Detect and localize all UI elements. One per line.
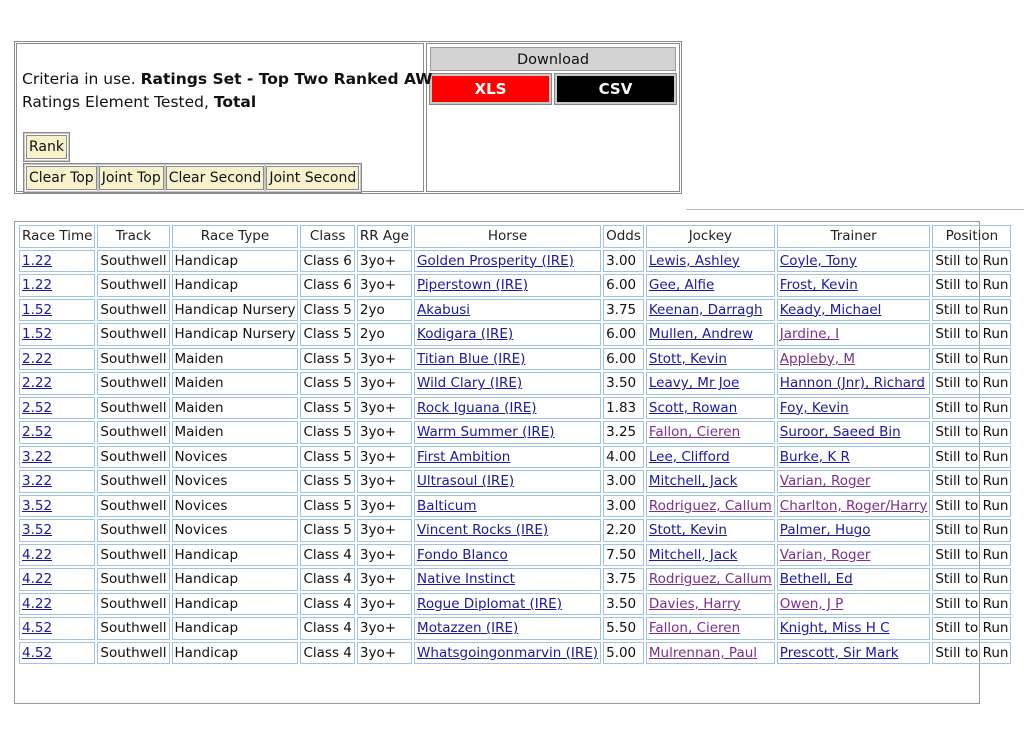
rr-age-cell: 3yo+ xyxy=(357,250,412,273)
odds-cell: 6.00 xyxy=(603,274,644,297)
horse-cell xyxy=(414,446,601,469)
jockey-link[interactable]: Mitchell, Jack xyxy=(648,473,738,490)
track-cell: Southwell xyxy=(97,372,169,395)
position-cell: Still to Run xyxy=(932,519,1011,542)
trainer-link[interactable]: Keady, Michael xyxy=(779,301,882,318)
trainer-link[interactable]: Jardine, I xyxy=(779,326,840,343)
horse-link[interactable]: Warm Summer (IRE) xyxy=(417,424,555,441)
race-time-cell xyxy=(19,642,95,665)
horse-cell xyxy=(414,421,601,444)
track-cell: Southwell xyxy=(97,323,169,346)
position-cell: Still to Run xyxy=(932,348,1011,371)
jockey-link[interactable]: Davies, Harry xyxy=(648,595,741,612)
race-time-cell xyxy=(19,250,95,273)
race-time-cell xyxy=(19,274,95,297)
odds-cell: 1.83 xyxy=(603,397,644,420)
race-type-cell: Handicap xyxy=(172,274,299,297)
table-row xyxy=(19,299,1011,322)
header-row xyxy=(19,225,1011,248)
jockey-cell xyxy=(646,323,775,346)
trainer-cell xyxy=(777,544,931,567)
header-trainer: Trainer xyxy=(777,225,931,248)
track-cell: Southwell xyxy=(97,348,169,371)
horse-cell xyxy=(414,617,601,640)
horse-link[interactable]: Akabusi xyxy=(417,301,471,318)
race-time-link[interactable]: 1.52 xyxy=(22,326,53,343)
track-cell: Southwell xyxy=(97,617,169,640)
race-time-cell xyxy=(19,372,95,395)
track-cell: Southwell xyxy=(97,593,169,616)
race-time-link[interactable]: 4.22 xyxy=(22,571,53,588)
horse-link[interactable]: Motazzen (IRE) xyxy=(417,620,519,637)
rr-age-cell: 2yo xyxy=(357,323,412,346)
race-type-cell: Handicap Nursery xyxy=(172,323,299,346)
track-cell: Southwell xyxy=(97,495,169,518)
race-time-cell xyxy=(19,299,95,322)
rr-age-cell: 3yo+ xyxy=(357,642,412,665)
race-time-link[interactable]: 1.52 xyxy=(22,301,53,318)
clear-top-button[interactable]: Clear Top xyxy=(26,166,97,190)
track-cell: Southwell xyxy=(97,274,169,297)
filter-group xyxy=(23,163,362,193)
horse-cell xyxy=(414,519,601,542)
trainer-link[interactable]: Appleby, M xyxy=(779,350,856,367)
rr-age-cell: 3yo+ xyxy=(357,495,412,518)
position-cell: Still to Run xyxy=(932,397,1011,420)
race-type-cell: Novices xyxy=(172,495,299,518)
class-cell: Class 5 xyxy=(300,348,354,371)
table-row xyxy=(19,446,1011,469)
race-type-cell: Handicap Nursery xyxy=(172,299,299,322)
jockey-cell xyxy=(646,495,775,518)
jockey-cell xyxy=(646,421,775,444)
race-time-link[interactable]: 2.22 xyxy=(22,350,53,367)
class-cell: Class 5 xyxy=(300,470,354,493)
race-time-cell xyxy=(19,593,95,616)
odds-cell: 3.25 xyxy=(603,421,644,444)
rr-age-cell: 3yo+ xyxy=(357,568,412,591)
class-cell: Class 5 xyxy=(300,446,354,469)
rr-age-cell: 3yo+ xyxy=(357,617,412,640)
jockey-link[interactable]: Fallon, Cieren xyxy=(648,424,741,441)
track-cell: Southwell xyxy=(97,421,169,444)
table-body xyxy=(19,250,1011,665)
table-row xyxy=(19,421,1011,444)
horse-cell xyxy=(414,250,601,273)
jockey-cell xyxy=(646,250,775,273)
class-cell: Class 5 xyxy=(300,372,354,395)
rr-age-cell: 3yo+ xyxy=(357,470,412,493)
trainer-cell xyxy=(777,470,931,493)
horse-link[interactable]: Golden Prosperity (IRE) xyxy=(417,252,574,269)
odds-cell: 3.00 xyxy=(603,495,644,518)
jockey-link[interactable]: Fallon, Cieren xyxy=(648,620,741,637)
xls-download-button[interactable]: XLS xyxy=(430,74,551,104)
race-type-cell: Handicap xyxy=(172,642,299,665)
jockey-cell xyxy=(646,397,775,420)
table-row xyxy=(19,348,1011,371)
race-type-cell: Novices xyxy=(172,470,299,493)
table-row xyxy=(19,568,1011,591)
jockey-link[interactable]: Gee, Alfie xyxy=(648,277,715,294)
position-cell: Still to Run xyxy=(932,446,1011,469)
horse-cell xyxy=(414,470,601,493)
race-time-cell xyxy=(19,323,95,346)
trainer-cell xyxy=(777,519,931,542)
trainer-link[interactable]: Bethell, Ed xyxy=(779,571,853,588)
class-cell: Class 4 xyxy=(300,568,354,591)
rr-age-cell: 3yo+ xyxy=(357,397,412,420)
results-table xyxy=(17,223,1013,666)
horse-link[interactable]: Piperstown (IRE) xyxy=(417,277,528,294)
position-cell: Still to Run xyxy=(932,470,1011,493)
race-time-link[interactable]: 4.52 xyxy=(22,644,53,661)
horse-cell xyxy=(414,397,601,420)
class-cell: Class 5 xyxy=(300,519,354,542)
race-time-cell xyxy=(19,470,95,493)
rr-age-cell: 3yo+ xyxy=(357,372,412,395)
jockey-cell xyxy=(646,568,775,591)
criteria-line-1 xyxy=(22,68,432,91)
class-cell: Class 4 xyxy=(300,593,354,616)
jockey-cell xyxy=(646,617,775,640)
criteria-panel xyxy=(14,41,682,194)
table-row xyxy=(19,642,1011,665)
horse-link[interactable]: Native Instinct xyxy=(417,571,515,588)
trainer-cell xyxy=(777,372,931,395)
rr-age-cell: 3yo+ xyxy=(357,348,412,371)
joint-top-button[interactable]: Joint Top xyxy=(99,166,164,190)
class-cell: Class 5 xyxy=(300,323,354,346)
jockey-link[interactable]: Keenan, Darragh xyxy=(648,301,763,318)
trainer-link[interactable]: Charlton, Roger/Harry xyxy=(779,497,928,514)
race-time-link[interactable]: 3.22 xyxy=(22,448,53,465)
race-type-cell: Maiden xyxy=(172,348,299,371)
rr-age-cell: 3yo+ xyxy=(357,544,412,567)
horse-cell xyxy=(414,495,601,518)
trainer-cell xyxy=(777,348,931,371)
table-row xyxy=(19,470,1011,493)
csv-download-button[interactable]: CSV xyxy=(555,74,676,104)
table-row xyxy=(19,544,1011,567)
jockey-link[interactable]: Scott, Rowan xyxy=(648,399,738,416)
horse-cell xyxy=(414,274,601,297)
odds-cell: 6.00 xyxy=(603,323,644,346)
odds-cell: 2.20 xyxy=(603,519,644,542)
class-cell: Class 4 xyxy=(300,544,354,567)
jockey-link[interactable]: Rodriguez, Callum xyxy=(648,571,772,588)
race-time-link[interactable]: 4.52 xyxy=(22,620,53,637)
horse-link[interactable]: Ultrasoul (IRE) xyxy=(417,473,515,490)
position-cell: Still to Run xyxy=(932,568,1011,591)
horse-cell xyxy=(414,593,601,616)
rr-age-cell: 3yo+ xyxy=(357,446,412,469)
odds-cell: 6.00 xyxy=(603,348,644,371)
horse-link[interactable]: Kodigara (IRE) xyxy=(417,326,514,343)
jockey-link[interactable]: Mulrennan, Paul xyxy=(648,644,758,661)
jockey-cell xyxy=(646,544,775,567)
trainer-link[interactable]: Burke, K R xyxy=(779,448,850,465)
position-cell: Still to Run xyxy=(932,593,1011,616)
horse-link[interactable]: Wild Clary (IRE) xyxy=(417,375,523,392)
table-row xyxy=(19,593,1011,616)
jockey-cell xyxy=(646,446,775,469)
position-cell: Still to Run xyxy=(932,642,1011,665)
race-type-cell: Novices xyxy=(172,519,299,542)
trainer-link[interactable]: Knight, Miss H C xyxy=(779,620,890,637)
rr-age-cell: 3yo+ xyxy=(357,593,412,616)
rr-age-cell: 3yo+ xyxy=(357,519,412,542)
header-race-type: Race Type xyxy=(172,225,299,248)
position-cell: Still to Run xyxy=(932,544,1011,567)
position-cell: Still to Run xyxy=(932,274,1011,297)
jockey-cell xyxy=(646,274,775,297)
race-time-link[interactable]: 1.22 xyxy=(22,277,53,294)
race-time-cell xyxy=(19,421,95,444)
jockey-cell xyxy=(646,299,775,322)
download-buttons xyxy=(430,74,676,104)
trainer-link[interactable]: Coyle, Tony xyxy=(779,252,857,269)
race-time-link[interactable]: 3.52 xyxy=(22,522,53,539)
jockey-link[interactable]: Mitchell, Jack xyxy=(648,546,738,563)
horse-cell xyxy=(414,323,601,346)
race-time-link[interactable]: 3.22 xyxy=(22,473,53,490)
race-type-cell: Maiden xyxy=(172,421,299,444)
trainer-cell xyxy=(777,250,931,273)
position-cell: Still to Run xyxy=(932,421,1011,444)
odds-cell: 3.00 xyxy=(603,470,644,493)
table-row xyxy=(19,519,1011,542)
table-row xyxy=(19,274,1011,297)
race-time-link[interactable]: 3.52 xyxy=(22,497,53,514)
table-row xyxy=(19,617,1011,640)
trainer-cell xyxy=(777,642,931,665)
race-type-cell: Novices xyxy=(172,446,299,469)
table-row xyxy=(19,323,1011,346)
track-cell: Southwell xyxy=(97,250,169,273)
class-cell: Class 5 xyxy=(300,495,354,518)
criteria-text xyxy=(22,68,432,114)
criteria-line-2 xyxy=(22,91,432,114)
odds-cell: 3.75 xyxy=(603,568,644,591)
trainer-link[interactable]: Hannon (Jnr), Richard xyxy=(779,375,925,392)
header-odds: Odds xyxy=(603,225,644,248)
element-prefix: Ratings Element Tested, xyxy=(22,93,209,111)
jockey-link[interactable]: Lewis, Ashley xyxy=(648,252,740,269)
race-time-link[interactable]: 2.22 xyxy=(22,375,53,392)
header-track: Track xyxy=(97,225,169,248)
horse-cell xyxy=(414,544,601,567)
race-time-cell xyxy=(19,348,95,371)
horse-link[interactable]: Whatsgoingonmarvin (IRE) xyxy=(417,644,599,661)
race-type-cell: Handicap xyxy=(172,617,299,640)
track-cell: Southwell xyxy=(97,470,169,493)
horse-cell xyxy=(414,348,601,371)
position-cell: Still to Run xyxy=(932,617,1011,640)
trainer-link[interactable]: Owen, J P xyxy=(779,595,844,612)
trainer-link[interactable]: Varian, Roger xyxy=(779,546,871,563)
jockey-link[interactable]: Lee, Clifford xyxy=(648,448,730,465)
ratings-element-value: Total xyxy=(213,93,257,111)
class-cell: Class 5 xyxy=(300,299,354,322)
trainer-link[interactable]: Suroor, Saeed Bin xyxy=(779,424,901,441)
trainer-cell xyxy=(777,299,931,322)
jockey-cell xyxy=(646,470,775,493)
header-race-time: Race Time xyxy=(19,225,95,248)
class-cell: Class 5 xyxy=(300,397,354,420)
trainer-cell xyxy=(777,274,931,297)
header-rr-age: RR Age xyxy=(357,225,412,248)
header-position: Position xyxy=(932,225,1011,248)
jockey-link[interactable]: Rodriguez, Callum xyxy=(648,497,772,514)
class-cell: Class 6 xyxy=(300,250,354,273)
horse-cell xyxy=(414,299,601,322)
trainer-link[interactable]: Palmer, Hugo xyxy=(779,522,871,539)
joint-second-button[interactable]: Joint Second xyxy=(266,166,359,190)
race-time-cell xyxy=(19,544,95,567)
track-cell: Southwell xyxy=(97,642,169,665)
criteria-box xyxy=(16,43,433,192)
horse-cell xyxy=(414,568,601,591)
jockey-link[interactable]: Mullen, Andrew xyxy=(648,326,753,343)
race-time-cell xyxy=(19,568,95,591)
rank-button[interactable]: Rank xyxy=(26,135,67,159)
race-type-cell: Maiden xyxy=(172,397,299,420)
download-panel xyxy=(426,43,680,192)
jockey-link[interactable]: Stott, Kevin xyxy=(648,350,727,367)
trainer-cell xyxy=(777,568,931,591)
horse-link[interactable]: First Ambition xyxy=(417,448,511,465)
table-row xyxy=(19,250,1011,273)
class-cell: Class 6 xyxy=(300,274,354,297)
horse-cell xyxy=(414,642,601,665)
race-time-cell xyxy=(19,397,95,420)
race-type-cell: Handicap xyxy=(172,593,299,616)
odds-cell: 4.00 xyxy=(603,446,644,469)
jockey-cell xyxy=(646,348,775,371)
table-row xyxy=(19,372,1011,395)
clear-second-button[interactable]: Clear Second xyxy=(166,166,265,190)
trainer-cell xyxy=(777,593,931,616)
race-time-link[interactable]: 4.22 xyxy=(22,546,53,563)
trainer-cell xyxy=(777,421,931,444)
track-cell: Southwell xyxy=(97,397,169,420)
track-cell: Southwell xyxy=(97,568,169,591)
race-time-link[interactable]: 1.22 xyxy=(22,252,53,269)
horse-link[interactable]: Rogue Diplomat (IRE) xyxy=(417,595,562,612)
results-panel xyxy=(14,221,1009,704)
horse-cell xyxy=(414,372,601,395)
horse-link[interactable]: Vincent Rocks (IRE) xyxy=(417,522,549,539)
race-type-cell: Maiden xyxy=(172,372,299,395)
position-cell: Still to Run xyxy=(932,372,1011,395)
class-cell: Class 5 xyxy=(300,421,354,444)
odds-cell: 5.50 xyxy=(603,617,644,640)
odds-cell: 5.00 xyxy=(603,642,644,665)
race-type-cell: Handicap xyxy=(172,544,299,567)
trainer-link[interactable]: Frost, Kevin xyxy=(779,277,858,294)
race-time-link[interactable]: 2.52 xyxy=(22,424,53,441)
race-time-link[interactable]: 4.22 xyxy=(22,595,53,612)
rank-group xyxy=(23,132,70,162)
jockey-cell xyxy=(646,519,775,542)
download-title: Download xyxy=(430,47,676,71)
odds-cell: 3.00 xyxy=(603,250,644,273)
horse-link[interactable]: Rock Iguana (IRE) xyxy=(417,399,537,416)
horse-link[interactable]: Fondo Blanco xyxy=(417,546,508,563)
jockey-cell xyxy=(646,593,775,616)
trainer-cell xyxy=(777,495,931,518)
class-cell: Class 4 xyxy=(300,617,354,640)
table-row xyxy=(19,495,1011,518)
ratings-set-value: Ratings Set - Top Two Ranked AW xyxy=(140,70,433,88)
position-cell: Still to Run xyxy=(932,299,1011,322)
odds-cell: 7.50 xyxy=(603,544,644,567)
race-time-cell xyxy=(19,617,95,640)
trainer-link[interactable]: Prescott, Sir Mark xyxy=(779,644,899,661)
track-cell: Southwell xyxy=(97,299,169,322)
position-cell: Still to Run xyxy=(932,495,1011,518)
table-row xyxy=(19,397,1011,420)
divider xyxy=(686,209,1024,210)
jockey-link[interactable]: Stott, Kevin xyxy=(648,522,727,539)
rr-age-cell: 3yo+ xyxy=(357,274,412,297)
rr-age-cell: 3yo+ xyxy=(357,421,412,444)
position-cell: Still to Run xyxy=(932,250,1011,273)
race-type-cell: Handicap xyxy=(172,250,299,273)
trainer-cell xyxy=(777,323,931,346)
track-cell: Southwell xyxy=(97,446,169,469)
position-cell: Still to Run xyxy=(932,323,1011,346)
race-time-cell xyxy=(19,495,95,518)
header-horse: Horse xyxy=(414,225,601,248)
trainer-cell xyxy=(777,446,931,469)
criteria-prefix: Criteria in use. xyxy=(22,70,136,88)
jockey-cell xyxy=(646,372,775,395)
rr-age-cell: 2yo xyxy=(357,299,412,322)
trainer-cell xyxy=(777,397,931,420)
header-class: Class xyxy=(300,225,354,248)
race-time-cell xyxy=(19,519,95,542)
track-cell: Southwell xyxy=(97,544,169,567)
race-type-cell: Handicap xyxy=(172,568,299,591)
trainer-link[interactable]: Varian, Roger xyxy=(779,473,871,490)
trainer-link[interactable]: Foy, Kevin xyxy=(779,399,849,416)
odds-cell: 3.50 xyxy=(603,372,644,395)
odds-cell: 3.75 xyxy=(603,299,644,322)
track-cell: Southwell xyxy=(97,519,169,542)
jockey-cell xyxy=(646,642,775,665)
horse-link[interactable]: Titian Blue (IRE) xyxy=(417,350,526,367)
trainer-cell xyxy=(777,617,931,640)
class-cell: Class 4 xyxy=(300,642,354,665)
race-time-link[interactable]: 2.52 xyxy=(22,399,53,416)
odds-cell: 3.50 xyxy=(603,593,644,616)
header-jockey: Jockey xyxy=(646,225,775,248)
jockey-link[interactable]: Leavy, Mr Joe xyxy=(648,375,740,392)
race-time-cell xyxy=(19,446,95,469)
horse-link[interactable]: Balticum xyxy=(417,497,477,514)
